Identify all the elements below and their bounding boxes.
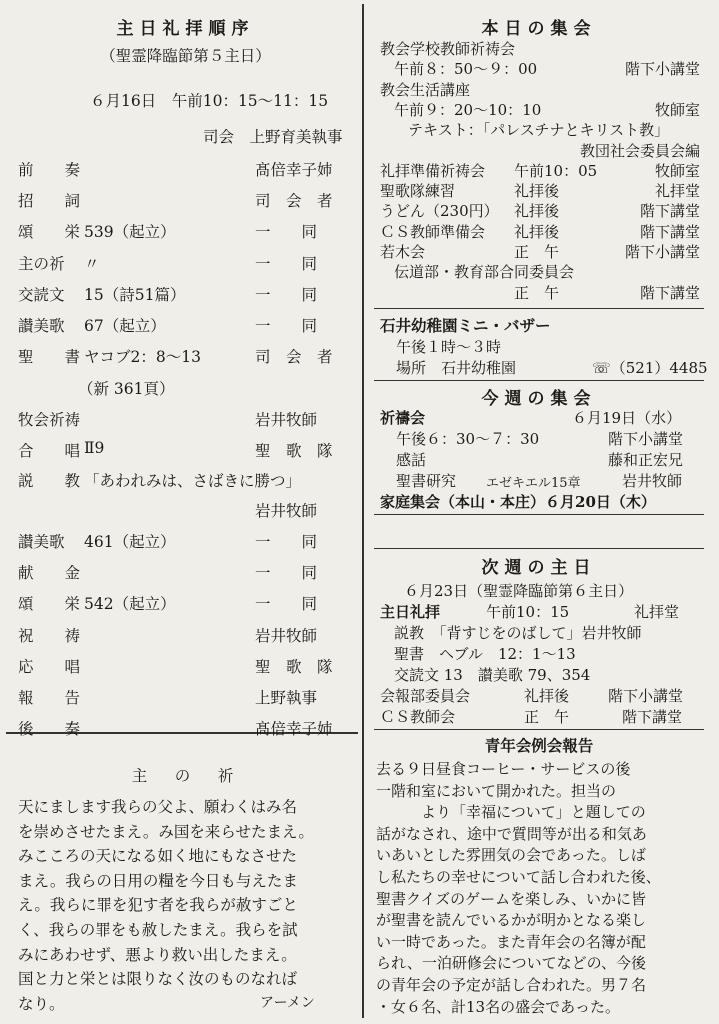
divider-5 — [374, 729, 704, 730]
order-item-name: 応 唱 — [18, 657, 81, 676]
order-item-person: 一 同 — [255, 254, 318, 273]
order-item-person: 聖 歌 隊 — [255, 441, 333, 460]
prayer-line: を崇めさせたまえ。み国を来らせたまえ。 — [18, 822, 314, 841]
next-reading: 交読文 13 讃美歌 79、354 — [394, 666, 591, 684]
prayer-line: みこころの天になる如く地にもなさせた — [18, 847, 298, 866]
order-item-name: 讃美歌 — [18, 317, 65, 335]
bazaar-time: 午後１時～３時 — [396, 338, 502, 356]
today-item-place: 礼拝堂 — [654, 182, 700, 201]
next-m2-place: 階下講堂 — [622, 708, 683, 726]
today-item: 若木会 — [380, 243, 426, 261]
prayer-meeting-place: 階下小講堂 — [608, 430, 684, 448]
today-item-time: 礼拝後 — [514, 182, 560, 201]
youth-line: られ、一泊研修会についてなどの、今後 — [376, 954, 647, 973]
prayer-meeting: 祈禱会 — [380, 409, 426, 427]
order-item-person: 岩井牧師 — [255, 411, 318, 429]
today-item-time: 午前10：05 — [514, 161, 598, 180]
prayer-line: く、我らの罪をも赦したまえ。我らを試 — [18, 921, 298, 939]
order-item-detail: 539（起立） — [84, 223, 176, 242]
prayer-amen: アーメン — [260, 995, 315, 1011]
order-item-name: 合 唱 — [18, 441, 81, 460]
prayer-meeting-time: 午後６：30～７：30 — [396, 430, 540, 448]
order-item-person: 一 同 — [255, 223, 318, 242]
today-item-time: 礼拝後 — [514, 202, 560, 221]
order-subtitle: （聖霊降臨節第５主日） — [100, 47, 271, 65]
bible-study-label: 聖書研究 — [396, 472, 457, 490]
order-item-person: 聖 歌 隊 — [255, 657, 333, 676]
youth-line: 話がなされ、途中で質問等が出る和気あ — [376, 824, 647, 843]
sermon-title: 「あわれみは、さばきに勝つ」 — [84, 472, 302, 490]
today-item-place: 階下小講堂 — [624, 60, 700, 79]
youth-line: ・女６名、計13名の盛会であった。 — [376, 997, 620, 1016]
today-item: 礼拝準備祈祷会 — [380, 161, 486, 180]
order-item-name: 前 奏 — [18, 161, 81, 179]
order-item-detail: 15（詩51篇） — [84, 285, 186, 304]
testimony-label: 感話 — [396, 451, 427, 469]
today-item-place: 階下講堂 — [639, 283, 700, 302]
today-item-time: 礼拝後 — [514, 222, 560, 241]
order-item-name: 祝 祷 — [18, 626, 81, 645]
today-item: テキスト：「パレスチナとキリスト教」 — [408, 121, 670, 140]
order-item-person: 髙倍幸子姉 — [255, 720, 333, 739]
order-item-detail: Ⅱ9 — [84, 438, 105, 457]
divider-2 — [374, 380, 704, 381]
today-item-place: 階下講堂 — [639, 202, 700, 221]
order-item-detail: 67（起立） — [84, 317, 166, 335]
bazaar-title: 石井幼稚園ミニ・バザー — [380, 316, 551, 335]
divider-3 — [374, 514, 704, 515]
youth-line: が聖書を読んでいるかが明かとなる楽し — [376, 911, 647, 930]
today-item: うどん（230円） — [380, 202, 499, 221]
order-item-name: 主の祈 — [18, 254, 65, 273]
prayer-line: まえ。我らの日用の糧を今日も与えたま — [18, 871, 298, 890]
bible-study-person: 岩井牧師 — [622, 472, 683, 490]
next-date: ６月23日（聖霊降臨節第６主日） — [404, 582, 634, 600]
prayer-line: 国と力と栄とは限りなく汝のものなれば — [18, 970, 298, 989]
divider-1 — [374, 308, 704, 309]
order-item-person: 上野執事 — [255, 689, 318, 707]
today-item-place: 牧師室 — [654, 100, 700, 119]
column-divider — [362, 4, 364, 1018]
sermon-label: 説 教 — [18, 472, 81, 490]
order-item-name: 頌 栄 — [18, 223, 81, 242]
next-m1-time: 礼拝後 — [524, 687, 570, 705]
scripture-page: （新 361頁） — [78, 380, 175, 398]
order-item-person: 一 同 — [255, 595, 318, 614]
order-item-person: 一 同 — [255, 285, 318, 304]
today-title: 本日の集会 — [481, 19, 597, 39]
prayer-title: 主 の 祈 — [131, 767, 240, 785]
order-item-name: 献 金 — [18, 564, 81, 583]
youth-line: 聖書クイズのゲームを楽しみ、いかに皆 — [376, 889, 647, 908]
bible-study-text: エゼキエル15章 — [486, 476, 581, 491]
youth-line: 去る９日昼食コーヒー・サービスの後 — [376, 760, 631, 778]
next-m2: ＣＳ教師会 — [380, 708, 456, 726]
youth-line: し私たちの幸せについて話し合われた後、 — [376, 868, 661, 886]
order-item-name: 牧会祈祷 — [18, 411, 81, 429]
today-item: 午前９：20～10：10 — [394, 100, 542, 119]
next-m2-time: 正 午 — [524, 708, 570, 726]
order-item-name: 招 詞 — [18, 192, 81, 211]
order-item-name: 聖 書 — [18, 348, 81, 367]
order-item-person: 司 会 者 — [255, 192, 333, 211]
prayer-line: みにあわせず、悪より救い出したまえ。 — [18, 945, 297, 964]
prayer-meeting-date: ６月19日（水） — [572, 409, 682, 427]
today-item-time: 正 午 — [514, 283, 560, 302]
order-item-name: 報 告 — [18, 689, 81, 707]
home-meeting: 家庭集会（本山・本庄）６月20日（木） — [380, 493, 656, 511]
order-item-person: 髙倍幸子姉 — [255, 161, 333, 179]
today-item: 聖歌隊練習 — [380, 182, 456, 201]
order-title: 主日礼拝順序 — [116, 19, 255, 39]
next-bible: 聖書 ヘブル 12：1～13 — [394, 645, 576, 663]
today-item-time: 正 午 — [514, 243, 560, 261]
order-item-detail: ヤコブ2：8～13 — [84, 348, 201, 367]
order-item-detail: 542（起立） — [84, 595, 176, 614]
next-title: 次週の主日 — [481, 558, 597, 578]
youth-line: の青年会の予定が話し合われた。男７名 — [376, 976, 647, 994]
order-item-name: 頌 栄 — [18, 595, 81, 614]
next-m1: 会報部委員会 — [380, 687, 471, 705]
order-item-detail: 〃 — [84, 254, 100, 273]
today-item: 伝道部・教育部合同委員会 — [394, 263, 575, 282]
divider-4 — [374, 548, 704, 549]
testimony-person: 藤和正宏兄 — [608, 451, 684, 469]
prayer-line: え。我らに罪を犯す者を我らが赦すごと — [18, 896, 298, 915]
bazaar-place: 場所 石井幼稚園 — [396, 359, 517, 377]
order-item-name: 交読文 — [18, 285, 65, 304]
bazaar-tel: ☏（521）4485 — [592, 359, 708, 377]
next-service-place: 礼拝堂 — [634, 603, 680, 621]
today-item: 午前８：50～９：00 — [394, 60, 538, 79]
next-service: 主日礼拝 — [380, 603, 441, 621]
order-item-person: 一 同 — [255, 564, 318, 583]
next-m1-place: 階下小講堂 — [608, 687, 684, 705]
youth-title: 青年会例会報告 — [484, 736, 594, 755]
youth-line: いあいとした雰囲気の会であった。しば — [376, 846, 646, 865]
today-item-place: 教団社会委員会編 — [579, 141, 700, 160]
order-item-detail: 461（起立） — [84, 533, 176, 551]
week-title: 今週の集会 — [481, 389, 597, 409]
today-item: 教会生活講座 — [380, 80, 471, 99]
youth-line: 一階和室において開かれた。担当の — [376, 781, 617, 800]
today-item: ＣＳ教師準備会 — [380, 222, 486, 241]
order-item-name: 後 奏 — [18, 720, 81, 739]
service-date: ６月16日 午前10：15～11：15 — [90, 92, 329, 110]
prayer-line: なり。 — [18, 994, 65, 1013]
today-item: 教会学校教師祈祷会 — [380, 40, 516, 58]
youth-line: より「幸福について」と題しての — [376, 803, 646, 822]
order-item-person: 岩井牧師 — [255, 626, 318, 645]
order-item-person: 一 同 — [255, 317, 318, 335]
sermon-person: 岩井牧師 — [255, 502, 318, 520]
order-item-name: 讃美歌 — [18, 533, 65, 551]
order-item-person: 一 同 — [255, 533, 318, 551]
order-item-person: 司 会 者 — [255, 348, 333, 367]
next-service-time: 午前10：15 — [486, 603, 570, 621]
today-item-place: 牧師室 — [654, 161, 700, 180]
next-sermon: 説教 「背すじをのばして」岩井牧師 — [394, 624, 642, 642]
youth-line: い一時であった。また青年会の名簿が配 — [376, 932, 646, 951]
today-item-place: 階下小講堂 — [624, 243, 700, 261]
today-item-place: 階下講堂 — [639, 222, 700, 241]
presider: 司会 上野育美執事 — [203, 128, 343, 146]
prayer-line: 天にまします我らの父よ、願わくはみ名 — [18, 798, 298, 816]
